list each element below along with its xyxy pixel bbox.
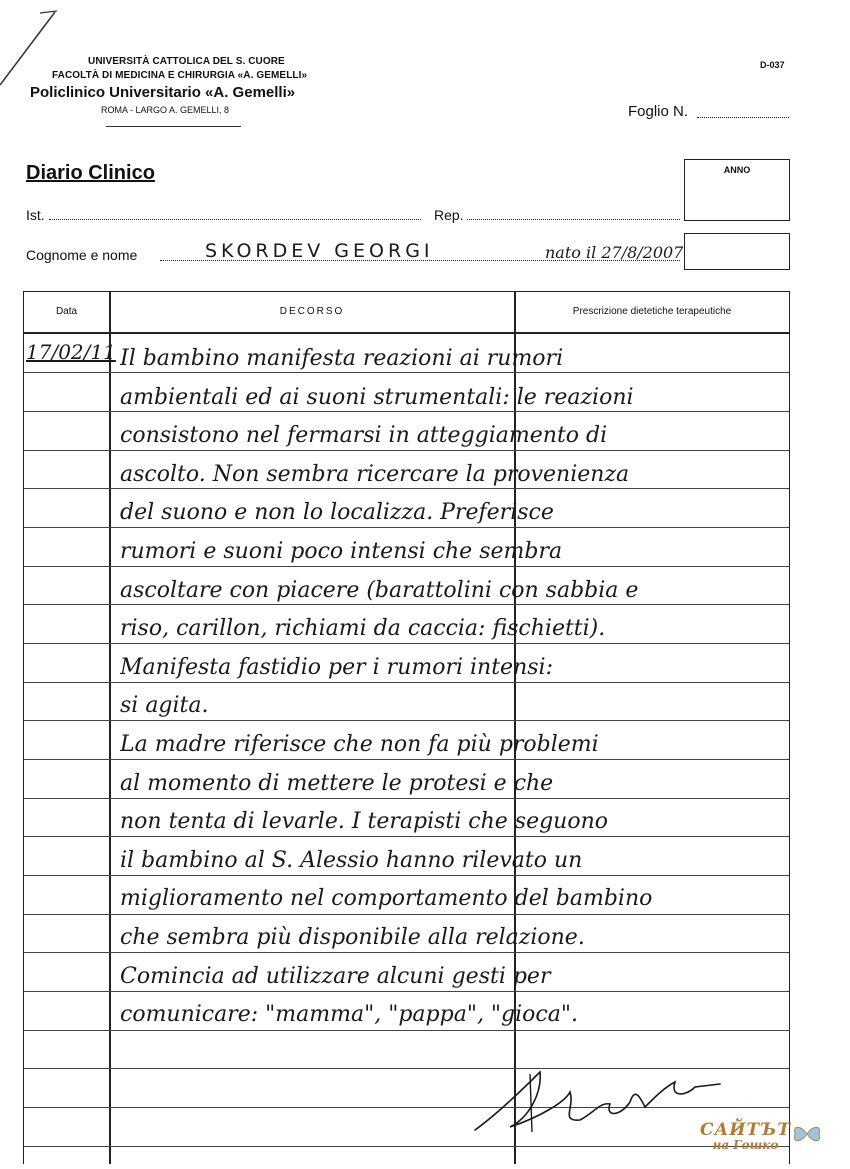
entry-line: riso, carillon, richiami da caccia: fischietti).: [120, 616, 606, 642]
entry-line: consistono nel fermarsi in atteggiamento di: [120, 423, 608, 449]
sheet-number-label: Foglio N.: [628, 103, 689, 120]
course-column-header: DECORSO: [279, 306, 345, 317]
date-column-divider: [109, 292, 111, 1164]
entry-line: miglioramento nel comportamento del bambino: [120, 886, 653, 912]
watermark-line2: на Гошко: [712, 1138, 779, 1152]
entry-line: si agita.: [120, 693, 209, 719]
header-divider: [106, 126, 241, 127]
entry-line: Manifesta fastidio per i rumori intensi:: [120, 654, 553, 680]
hospital-address: ROMA - LARGO A. GEMELLI, 8: [101, 105, 230, 115]
page-title: Diario Clinico: [26, 162, 155, 184]
university-name: UNIVERSITÀ CATTOLICA DEL S. CUORE: [88, 56, 285, 67]
entry-line: La madre riferisce che non fa più problemi: [120, 731, 599, 757]
entry-line: Il bambino manifesta reazioni ai rumori: [120, 346, 564, 371]
entry-line: che sembra più disponibile alla relazione.: [120, 924, 585, 950]
ist-label: Ist.: [26, 207, 45, 223]
entry-line: rumori e suoni poco intensi che sembra: [120, 538, 563, 564]
rep-field[interactable]: [467, 219, 680, 220]
butterfly-icon: [790, 1122, 824, 1146]
hospital-name: Policlinico Universitario «A. Gemelli»: [30, 84, 296, 101]
entry-line: al momento di mettere le protesi e che: [120, 770, 554, 796]
form-code: D-037: [760, 60, 785, 70]
entry-line: del suono e non lo localizza. Preferisce: [120, 500, 554, 526]
entry-date: 17/02/11: [26, 340, 116, 364]
patient-birth-date: nato il 27/8/2007: [545, 243, 684, 262]
rep-label: Rep.: [434, 207, 464, 223]
entry-line: Comincia ad utilizzare alcuni gesti per: [120, 963, 551, 989]
entry-line: non tenta di levarle. I terapisti che seguono: [120, 809, 609, 835]
table-header-divider: [24, 332, 789, 334]
patient-name: SKORDEV GEORGI: [205, 240, 434, 262]
date-column-header: Data: [55, 306, 78, 317]
entry-line: ascolto. Non sembra ricercare la provenienza: [120, 461, 630, 487]
entry-line: ambientali ed ai suoni strumentali: le reazioni: [120, 384, 634, 410]
entry-text: [120, 340, 790, 1035]
name-label: Cognome e nome: [26, 247, 138, 263]
faculty-name: FACOLTÀ DI MEDICINA E CHIRURGIA «A. GEMELLI»: [52, 70, 308, 81]
record-number-box[interactable]: [684, 233, 790, 270]
sheet-number-field[interactable]: [697, 117, 789, 118]
ruled-line: [24, 1146, 789, 1147]
ist-field[interactable]: [49, 219, 421, 220]
entry-line: il bambino al S. Alessio hanno rilevato un: [120, 847, 583, 873]
entry-line: comunicare: "mamma", "pappa", "gioca".: [120, 1002, 578, 1028]
year-box[interactable]: [684, 159, 790, 221]
site-watermark: [700, 1120, 791, 1152]
entry-line: ascoltare con piacere (barattolini con sabbia e: [120, 577, 639, 603]
watermark-line1: САЙТЪТ: [700, 1120, 791, 1140]
year-label: ANNO: [723, 165, 751, 175]
handwritten-signature: [470, 1062, 730, 1137]
corner-fold-mark: [0, 0, 60, 90]
prescription-column-header: Prescrizione dietetiche terapeutiche: [572, 306, 732, 317]
